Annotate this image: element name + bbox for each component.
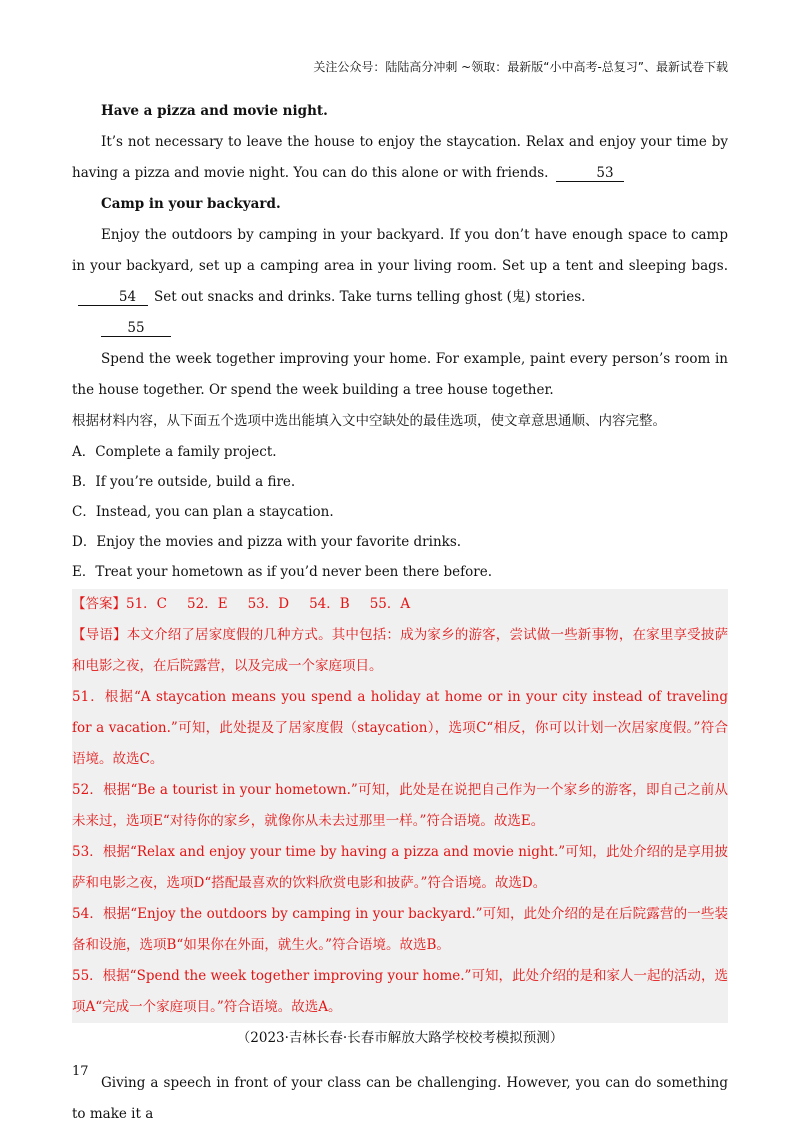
question-source: （2023·吉林长春·长春市解放大路学校校考模拟预测） <box>236 1030 564 1046</box>
option-d[interactable]: D．Enjoy the movies and pizza with your favorite drinks. <box>72 534 462 550</box>
answer-section <box>72 589 728 1023</box>
explanation-53: 53．根据“Relax and enjoy your time by having a pizza and movie night.”可知，此处介绍的是享用披萨和电影之夜，选项D“搭配最喜欢的饮料欣赏电影和披萨。”符合语境。故选D。 <box>72 844 728 891</box>
answer-tag: 【答案】 <box>72 596 126 612</box>
guide-tag: 【导语】 <box>72 627 127 643</box>
options-list <box>72 437 728 587</box>
document-body <box>72 96 728 1130</box>
next-passage-start: Giving a speech in front of your class can be challenging. However, you can do something to make it a <box>72 1074 728 1122</box>
explanation-51: 51．根据“A staycation means you spend a holiday at home or in your city instead of traveling for a vacation.”可知，此处提及了居家度假（staycation），选项C“相反，你可以计划一次居家度假。”符合语境。故选C。 <box>72 689 728 767</box>
heading-pizza-night: Have a pizza and movie night. <box>101 103 328 119</box>
explanation-52: 52．根据“Be a tourist in your hometown.”可知，此处是在说把自己作为一个家乡的游客，即自己之前从未来过，选项E“对待你的家乡，就像你从未去过那里一样。”符合语境。故选E。 <box>72 782 728 829</box>
option-a[interactable]: A．Complete a family project. <box>72 444 277 460</box>
option-b[interactable]: B．If you’re outside, build a fire. <box>72 474 296 490</box>
explanation-54: 54．根据“Enjoy the outdoors by camping in your backyard.”可知，此处介绍的是在后院露营的一些装备和设施，选项B“如果你在外面，就生火。”符合语境。故选B。 <box>72 906 728 953</box>
paragraph-text: Set out snacks and drinks. Take turns telling ghost (鬼) stories. <box>154 289 586 305</box>
option-e[interactable]: E．Treat your hometown as if you’d never been there before. <box>72 564 492 580</box>
page-header: 关注公众号：陆陆高分冲刺 ~领取：最新版“小中高考-总复习”、最新试卷下载 <box>313 60 728 74</box>
answer-item: 52．E <box>187 596 228 612</box>
answer-item: 53．D <box>247 596 290 612</box>
paragraph-home-project: Spend the week together improving your home. For example, paint every person’s room in the house together. Or spend the week building a tree house together. <box>72 351 728 398</box>
page-number: 17 <box>72 1064 89 1079</box>
blank-53[interactable]: 53 <box>556 165 624 182</box>
paragraph-text: Enjoy the outdoors by camping in your backyard. If you don’t have enough space to camp in your backyard, set up a camping area in your living room. Set up a tent and sleeping bags. <box>72 227 728 274</box>
answer-key <box>72 589 728 620</box>
answer-item: 54．B <box>309 596 350 612</box>
guide-body: 本文介绍了居家度假的几种方式。其中包括：成为家乡的游客，尝试做一些新事物，在家里享受披萨和电影之夜，在后院露营，以及完成一个家庭项目。 <box>72 627 729 674</box>
paragraph-text: It’s not necessary to leave the house to enjoy the staycation. Relax and enjoy your time by having a pizza and movie night. You can do this alone or with friends. <box>72 134 728 181</box>
paragraph-camp-backyard <box>72 220 728 313</box>
blank-55-line <box>72 313 728 344</box>
answer-item: 55．A <box>369 596 411 612</box>
instruction: 根据材料内容，从下面五个选项中选出能填入文中空缺处的最佳选项，使文章意思通顺、内容完整。 <box>72 413 666 429</box>
blank-55[interactable]: 55 <box>101 320 171 337</box>
guide-text <box>72 620 728 682</box>
heading-camp-backyard: Camp in your backyard. <box>101 196 281 212</box>
paragraph-pizza-night <box>72 127 728 189</box>
explanation-55: 55．根据“Spend the week together improving your home.”可知，此处介绍的是和家人一起的活动，选项A“完成一个家庭项目。”符合语境。故选A。 <box>72 968 728 1015</box>
answer-item: 51．C <box>126 596 168 612</box>
blank-54[interactable]: 54 <box>78 289 148 306</box>
option-c[interactable]: C．Instead, you can plan a staycation. <box>72 504 334 520</box>
